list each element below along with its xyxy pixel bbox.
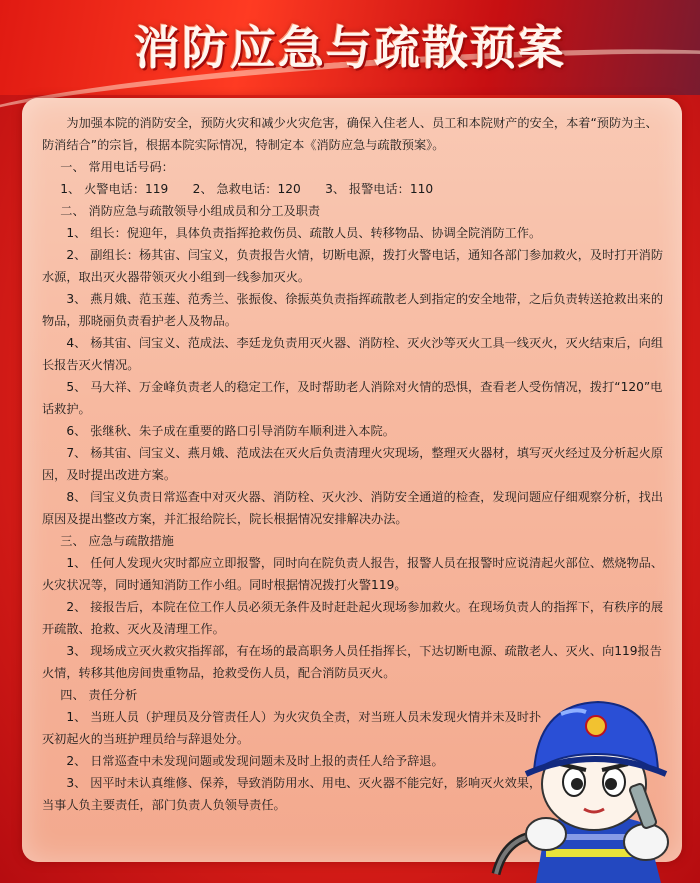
list-item: 3、 因平时未认真维修、保养，导致消防用水、用电、灭火器不能完好，影响灭火效果，当事人负主要责任，部门负责人负领导责任。: [42, 776, 542, 812]
section-heading: 四、 责任分析: [60, 688, 138, 702]
list-item: 4、 杨其宙、闫宝义、范成法、李廷龙负责用灭火器、消防栓、灭火沙等灭火工具一线灭火，灭火结束后，向组长报告灭火情况。: [42, 336, 664, 372]
list-item: 1、 当班人员（护理员及分管责任人）为火灾负全责，对当班人员未发现火情并未及时扑灭初起火的当班护理员给与辞退处分。: [42, 710, 542, 746]
page-title: 消防应急与疏散预案: [134, 21, 566, 75]
list-item: 3、 现场成立灭火救灾指挥部，有在场的最高职务人员任指挥长，下达切断电源、疏散老人、灭火、向119报告火情，转移其他房间贵重物品，抢救受伤人员，配合消防员灭火。: [42, 644, 662, 680]
intro-paragraph: 为加强本院的消防安全，预防火灾和减少火灾危害，确保入住老人、员工和本院财产的安全，本着“预防为主、防消结合”的宗旨，根据本院实际情况，特制定本《消防应急与疏散预案》。: [42, 116, 658, 152]
list-item: 2、 副组长：杨其宙、闫宝义，负责报告火情，切断电源，拨打火警电话，通知各部门参加救火，及时打开消防水源，取出灭火器带领灭火小组到一线参加灭火。: [42, 248, 664, 284]
section-heading: 三、 应急与疏散措施: [60, 534, 174, 548]
list-item: 1、 组长：倪迎年，具体负责指挥抢救伤员、疏散人员、转移物品、协调全院消防工作。: [66, 226, 542, 240]
section-heading: 一、 常用电话号码：: [60, 160, 174, 174]
list-item: 8、 闫宝义负责日常巡查中对灭火器、消防栓、灭火沙、消防安全通道的检查，发现问题应仔细观察分析，找出原因及提出整改方案，并汇报给院长，院长根据情况安排解决办法。: [42, 490, 664, 526]
list-item: 2、 接报告后，本院在位工作人员必须无条件及时赶赴起火现场参加救火。在现场负责人的指挥下，有秩序的展开疏散、抢救、灭火及清理工作。: [42, 600, 664, 636]
section-heading: 二、 消防应急与疏散领导小组成员和分工及职责: [60, 204, 321, 218]
list-item: 1、 任何人发现火灾时都应立即报警，同时向在院负责人报告，报警人员在报警时应说清起火部位、燃烧物品、火灾状况等，同时通知消防工作小组。同时根据情况拨打火警119。: [42, 556, 664, 592]
phone-numbers: 1、 火警电话：119 2、 急救电话：120 3、 报警电话：110: [60, 182, 434, 196]
list-item: 3、 燕月娥、范玉莲、范秀兰、张振俊、徐振英负责指挥疏散老人到指定的安全地带，之后负责转送抢救出来的物品，那晓丽负责看护老人及物品。: [42, 292, 664, 328]
list-item: 2、 日常巡查中未发现问题或发现问题未及时上报的责任人给予辞退。: [66, 754, 444, 768]
list-item: 5、 马大祥、万金峰负责老人的稳定工作，及时帮助老人消除对火情的恐惧，查看老人受伤情况，拨打“120”电话救护。: [42, 380, 663, 416]
list-item: 7、 杨其宙、闫宝义、燕月娥、范成法在灭火后负责清理火灾现场，整理灭火器材，填写灭火经过及分析起火原因，及时提出改进方案。: [42, 446, 664, 482]
firefighter-mascot-icon: [486, 684, 700, 883]
list-item: 6、 张继秋、朱子成在重要的路口引导消防车顺利进入本院。: [66, 424, 395, 438]
